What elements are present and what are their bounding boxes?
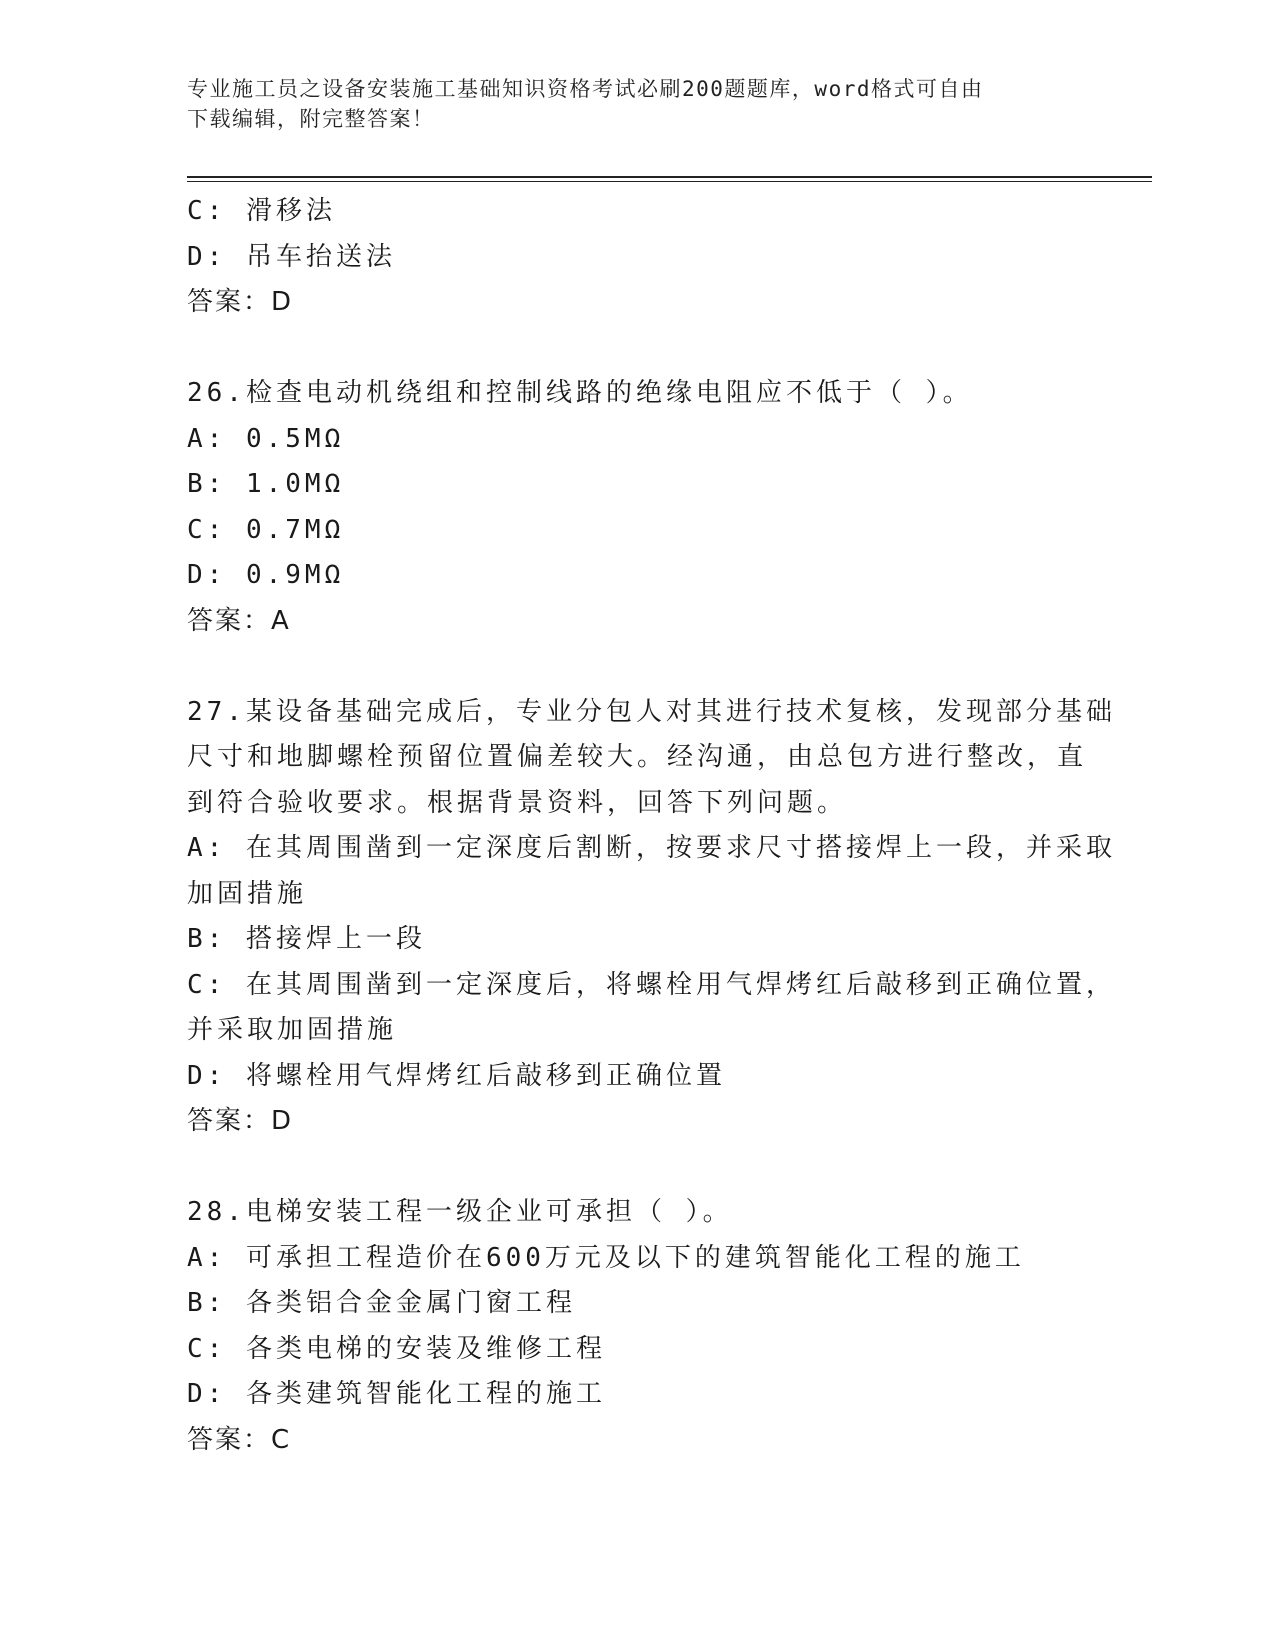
- question-25-tail: [187, 189, 1087, 326]
- option-b: B: 各类铝合金金属门窗工程: [187, 1288, 576, 1318]
- spacer: [187, 326, 1087, 372]
- question-26: [187, 371, 1087, 644]
- option-d: D: 各类建筑智能化工程的施工: [187, 1379, 606, 1409]
- header-title-line-2: 下载编辑，附完整答案！: [187, 107, 435, 131]
- answer-line: 答案：A: [187, 605, 291, 636]
- spacer: [187, 1145, 1087, 1191]
- answer-line: 答案：D: [187, 1106, 294, 1136]
- option-c: C: 滑移法: [187, 196, 336, 226]
- option-a: A: 0.5MΩ: [187, 423, 345, 454]
- option-d: D: 0.9MΩ: [187, 560, 345, 590]
- option-c: C: 0.7MΩ: [187, 514, 345, 545]
- header-divider-thick: [187, 176, 1152, 178]
- option-c: C: 各类电梯的安装及维修工程: [187, 1333, 606, 1364]
- page-header: [187, 74, 1077, 134]
- question-27: [187, 690, 1116, 1145]
- option-a: A: 在其周围凿到一定深度后割断，按要求尺寸搭接焊上一段，并采取: [187, 833, 1116, 863]
- option-a: A: 可承担工程造价在600万元及以下的建筑智能化工程的施工: [187, 1242, 1025, 1273]
- option-b: B: 搭接焊上一段: [187, 924, 426, 954]
- question-stem: 28.电梯安装工程一级企业可承担（ ）。: [187, 1197, 733, 1227]
- question-stem-line: 27.某设备基础完成后，专业分包人对其进行技术复核，发现部分基础: [187, 696, 1116, 727]
- header-divider-thin: [187, 181, 1152, 182]
- option-b: B: 1.0MΩ: [187, 469, 345, 499]
- option-d: D: 吊车抬送法: [187, 241, 396, 272]
- question-list: [187, 189, 1116, 1463]
- question-28: [187, 1190, 1087, 1463]
- option-c-continued: 并采取加固措施: [187, 1015, 398, 1045]
- answer-line: 答案：C: [187, 1424, 292, 1455]
- spacer: [187, 644, 1087, 690]
- question-stem-line: 到符合验收要求。根据背景资料，回答下列问题。: [187, 787, 848, 818]
- header-title-line-1: 专业施工员之设备安装施工基础知识资格考试必刷200题题库，word格式可自由: [187, 77, 984, 101]
- question-stem-line: 尺寸和地脚螺栓预留位置偏差较大。经沟通，由总包方进行整改，直: [187, 742, 1088, 772]
- option-c: C: 在其周围凿到一定深度后，将螺栓用气焊烤红后敲移到正确位置，: [187, 969, 1116, 1000]
- question-stem: 26.检查电动机绕组和控制线路的绝缘电阻应不低于（ ）。: [187, 378, 973, 408]
- answer-line: 答案：D: [187, 287, 294, 317]
- option-d: D: 将螺栓用气焊烤红后敲移到正确位置: [187, 1060, 726, 1091]
- option-a-continued: 加固措施: [187, 878, 308, 909]
